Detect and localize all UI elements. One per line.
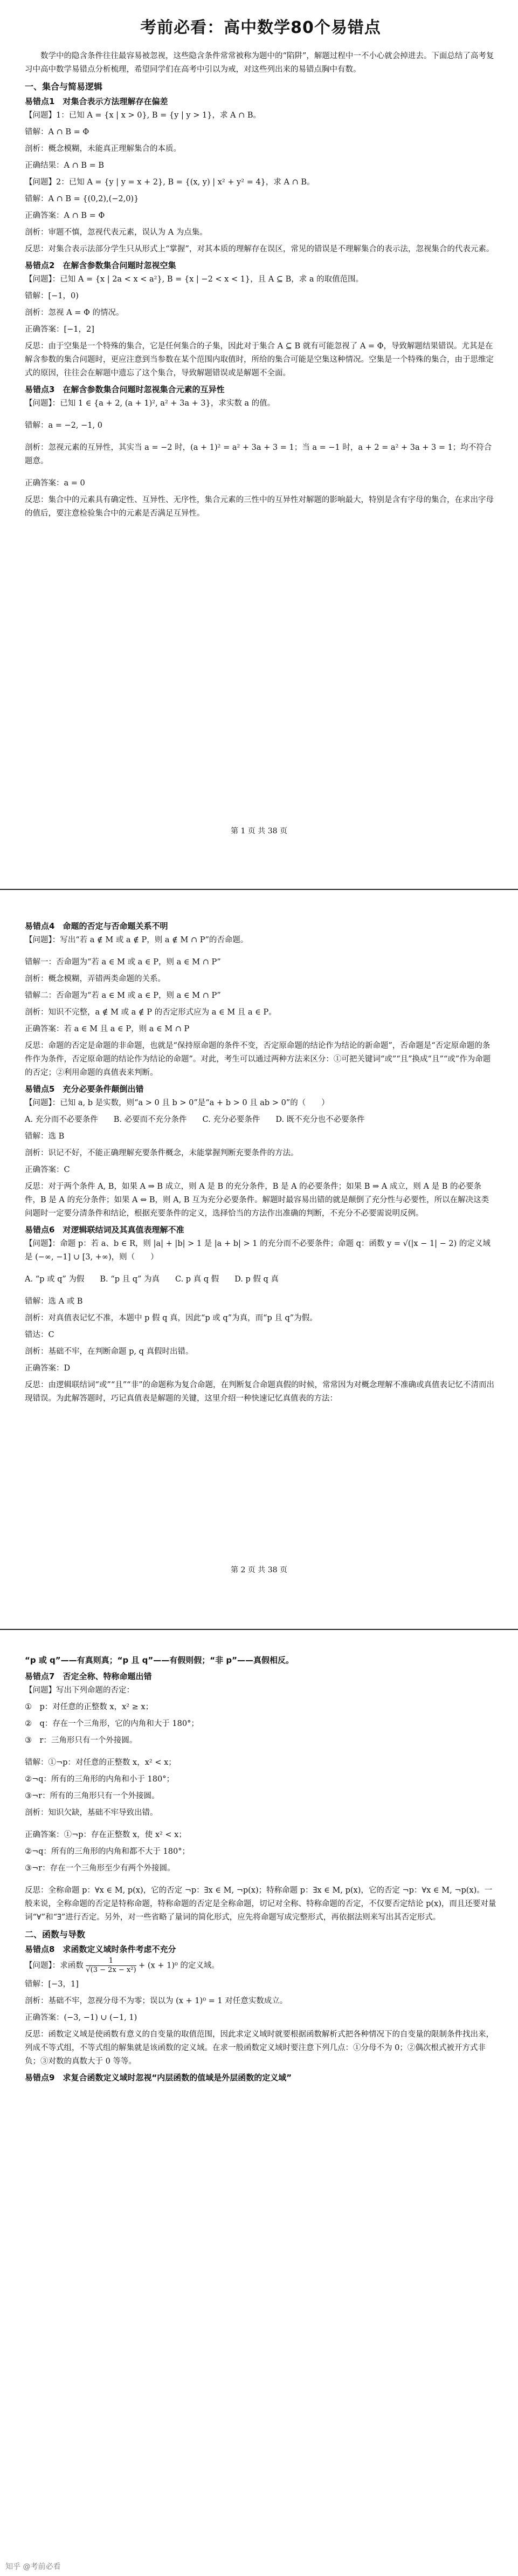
problem: 【问题】：已知 a, b 是实数，则“a > 0 且 b > 0”是“a + b > 0 且 ab > 0”的（ ） <box>25 1099 329 1107</box>
problem-item: ③ r：三角形只有一个外接圆。 <box>25 1736 137 1745</box>
analysis: 剖析：忽视元素的互异性，其实当 a = −2 时，(a + 1)² = a² + 3a + 3 = 1；当 a = −1 时，a + 2 = a² + 3a + 3 = 1；均不符合题意。 <box>25 443 492 465</box>
error-heading-5: 易错点5 充分必要条件颠倒出错 <box>25 1084 144 1094</box>
error-heading-6: 易错点6 对逻辑联结词及其真值表理解不准 <box>25 1225 184 1235</box>
page-number: 第 2 页 共 38 页 <box>231 1566 287 1574</box>
correct-answer: 正确答案：若 a ∈ M 且 a ∈ P，则 a ∈ M ∩ P <box>25 1025 190 1033</box>
error-heading-8: 易错点8 求函数定义域时条件考虑不充分 <box>25 1944 176 1954</box>
problem-prefix: 【问题】：求函数 <box>25 1961 84 1970</box>
correct-answer: 正确答案：[−1，2] <box>25 325 94 334</box>
analysis: 剖析：忽视 A = Φ 的情况。 <box>25 309 124 317</box>
wrong-answer: 错解：a = −2, −1, 0 <box>25 421 102 430</box>
wrong-answer: 错解：①¬p：对任意的正整数 x，x² < x； <box>25 1758 176 1767</box>
error-heading-4: 易错点4 命题的否定与否命题关系不明 <box>25 921 168 931</box>
problem <box>25 1957 496 1975</box>
problem: 【问题】：写出“若 a ∉ M 或 a ∉ P，则 a ∉ M ∩ P”的否命题。 <box>25 936 248 944</box>
analysis: 剖析：基础不牢，忽视分母不为零；误以为 (x + 1)⁰ = 1 对任意实数成立。 <box>25 1997 288 2005</box>
correct-answer: 正确答案：(−3, −1) ∪ (−1, 1) <box>25 2013 137 2022</box>
reflection: 反思：对于两个条件 A, B，如果 A ⇒ B 成立，则 A 是 B 的充分条件，B 是 A 的必要条件；如果 B ⇒ A 成立，则 A 是 B 的必要条件，B 是 A 的充分条件；如果 A ⇔ B，则 A, B 互为充分必要条件。解题时最容易出错的就是颠倒了充分性与必要性，所以在解决这类问题时一定要分清条件和结论，根据充要条件的定义，选择恰当的方法作出准确的判断，不充分不必要需说明反例。 <box>25 1182 489 1218</box>
correct-answer: 正确答案：D <box>25 1364 71 1373</box>
problem-2: 【问题】2：已知 A = {y | y = x + 2}, B = {(x, y) | x² + y² = 4}，求 A ∩ B。 <box>25 178 315 187</box>
analysis: 剖析：知识欠缺，基础不牢导致出错。 <box>25 1808 158 1817</box>
problem-1: 【问题】1：已知 A = {x | x > 0}, B = {y | y > 1}，求 A ∩ B。 <box>25 111 261 120</box>
fraction: $\frac{1}{\text{√(3 − 2x − x²)}}$ <box>86 1957 136 1974</box>
mnemonic: “p 或 q”——有真则真；“p 且 q”——有假则假；“非 p”——真假相反。 <box>25 1655 294 1665</box>
correct-answer: 正确答案：a = 0 <box>25 479 85 488</box>
wrong-answer: ③¬r：所有的三角形只有一个外接圆。 <box>25 1792 160 1800</box>
wrong-answer: 错解：选 B <box>25 1132 65 1141</box>
reflection: 反思：由于空集是一个特殊的集合，它是任何集合的子集，因此对于集合 A ⊆ B 就有可能忽视了 A = Φ，导致解题结果错误。尤其是在解含参数的集合问题时，更应注意到当参数在某个范围内取值时，所给的集合可能是空集这种情况。空集是一个特殊的集合，由于思维定式的原因，往往会在解题中遗忘了这个集合，导致解题错误或是解题不全面。 <box>25 342 494 378</box>
error-heading-3: 易错点3 在解含参数集合问题时忽视集合元素的互异性 <box>25 385 225 394</box>
reflection: 反思：由逻辑联结词“或”“且”“非”的命题称为复合命题，在判断复合命题真假的时候，常常因为对概念理解不准确或真值表记忆不清而出现错误。为此解答题时，巧记真值表是解题的关键，这里介绍一种快速记忆真值表的方法： <box>25 1381 494 1403</box>
reflection: 反思：命题的否定是命题的非命题，也就是“保持原命题的条件不变，否定原命题的结论作为结论的新命题”，否命题是“否定原命题的条件作为条件，否定原命题的结论作为结论的命题”。对此，考生可以通过两种方法来区分：①可把关键词“或”“且”换成“且”“或”作为命题的否定；②利用命题的真值表来判断。 <box>25 1042 491 1077</box>
error-heading-9: 易错点9 求复合函数定义域时忽视“内层函数的值域是外层函数的定义域” <box>25 2073 292 2082</box>
correct-answer: 正确答案：①¬p：存在正整数 x，使 x² < x； <box>25 1831 187 1839</box>
wrong-answer: 错解：[−1，0) <box>25 292 79 300</box>
analysis: 剖析：对真值表记忆不准，本题中 p 假 q 真，因此“p 或 q”为真，而“p 且 q”为假。 <box>25 1314 317 1323</box>
reflection: 反思：集合中的元素具有确定性、互异性、无序性，集合元素的三性中的互异性对解题的影响最大，特别是含有字母的集合，在求出字母的值后，要注意检验集合中的元素是否满足互异性。 <box>25 496 494 518</box>
watermark: 知乎 @考前必看 <box>5 2563 61 2571</box>
error-heading-1: 易错点1 对集合表示方法理解存在偏差 <box>25 97 168 106</box>
wrong-answer: 错解：选 A 或 B <box>25 1297 83 1306</box>
wrong-answer: 错达：C <box>25 1331 54 1339</box>
problem-suffix: + (x + 1)⁰ 的定义域。 <box>139 1961 219 1970</box>
correct-answer: 正确答案：A ∩ B = Φ <box>25 211 105 220</box>
error-heading-7: 易错点7 否定全称、特称命题出错 <box>25 1671 152 1681</box>
options: A. “p 或 q” 为假 B. “p 且 q” 为真 C. p 真 q 假 D. p 假 q 真 <box>25 1275 279 1284</box>
problem: 【问题】：已知 1 ∈ {a + 2, (a + 1)², a² + 3a + 3}，求实数 a 的值。 <box>25 399 275 408</box>
reflection: 反思：对集合表示法部分学生只从形式上“掌握”，对其本质的理解存在误区，常见的错误是不理解集合的表示法，忽视集合的代表元素。 <box>25 245 494 254</box>
problem: 【问题】：已知 A = {x | 2a < x < a²}, B = {x | −2 < x < 1}，且 A ⊆ B，求 a 的取值范围。 <box>25 275 364 284</box>
wrong-answer: 错解一：否命题为“若 a ∈ M 或 a ∈ P，则 a ∈ M ∩ P” <box>25 958 221 967</box>
page-number: 第 1 页 共 38 页 <box>231 827 287 835</box>
wrong-answer: 错解：A ∩ B = {(0,2),(−2,0)} <box>25 195 139 203</box>
section-heading: 一、集合与简易逻辑 <box>25 81 103 92</box>
page-1 <box>0 0 518 524</box>
page-3 <box>0 1650 518 2085</box>
problem: 【问题】：命题 p：若 a、b ∈ R，则 |a| + |b| > 1 是 |a + b| > 1 的充分而不必要条件；命题 q：函数 y = √(|x − 1| − 2) 的定义域是 (−∞, −1] ∪ [3, +∞)，则（ ） <box>25 1239 491 1262</box>
options: A. 充分而不必要条件 B. 必要而不充分条件 C. 充分必要条件 D. 既不充分也不必要条件 <box>25 1115 365 1124</box>
wrong-answer: 错解：A ∩ B = Φ <box>25 128 89 136</box>
wrong-answer: 错解：[−3，1] <box>25 1980 79 1989</box>
reflection: 反思：函数定义域是使函数有意义的自变量的取值范围，因此求定义域时就要根据函数解析式把各种情况下的自变量的限制条件找出来，列成不等式组，不等式组的解集就是该函数的定义域。在求一般函数定义域时要注意下列几点：①分母不为 0；②偶次根式被开方式非负；③对数的真数大于 0 等等。 <box>25 2030 494 2066</box>
document-title: 考前必看：高中数学80个易错点 <box>140 18 381 37</box>
problem-item: ② q：存在一个三角形，它的内角和大于 180°； <box>25 1719 199 1728</box>
analysis: 剖析：审题不慎，忽视代表元素，误认为 A 为点集。 <box>25 228 208 237</box>
intro-paragraph: 数学中的隐含条件往往最容易被忽视，这些隐含条件常常被称为题中的“陷阱”，解题过程中一不小心就会掉进去。下面总结了高考复习中高中数学易错点分析梳理，希望同学们在高考中引以为戒，对这些列出来的易错点胸中有数。 <box>25 52 494 74</box>
correct-answer: 正确结果：A ∩ B = B <box>25 161 105 170</box>
analysis: 剖析：识记不好，不能正确理解充要条件概念，未能掌握判断充要条件的方法。 <box>25 1149 299 1157</box>
problem: 【问题】写出下列命题的否定： <box>25 1686 134 1695</box>
wrong-answer: 错解二：否命题为“若 a ∈ M 或 a ∈ P，则 a ∈ M ∩ P” <box>25 991 221 1000</box>
error-heading-2: 易错点2 在解含参数集合问题时忽视空集 <box>25 261 176 270</box>
analysis: 剖析：概念模糊，弄错两类命题的关系。 <box>25 975 165 983</box>
page-2 <box>0 917 518 1409</box>
section-heading: 二、函数与导数 <box>25 1929 86 1940</box>
page-divider <box>0 1629 518 1630</box>
correct-answer: ③¬r：存在一个三角形至少有两个外接圆。 <box>25 1864 175 1873</box>
analysis: 剖析：概念模糊，未能真正理解集合的本质。 <box>25 145 181 153</box>
correct-answer: ②¬q：所有的三角形的内角和都不大于 180°； <box>25 1847 190 1856</box>
problem-item: ① p：对任意的正整数 x，x² ≥ x； <box>25 1703 154 1711</box>
reflection: 反思：全称命题 p：∀x ∈ M, p(x)，它的否定 ¬p：∃x ∈ M, ¬p(x)；特称命题 p：∃x ∈ M, p(x)，它的否定 ¬p：∀x ∈ M, ¬p(x)。一般来说，全称命题的否定是特称命题，特称命题的否定是全称命题，切记对全称、特称命题的否定，不仅要否定结论 p(x)，而且还要对量词“∀”和“∃”进行否定。另外，对一些省略了量词的简化形式，应先将命题写成完整形式，再依据法则来写出其否定形式。 <box>25 1886 496 1922</box>
page-divider <box>0 889 518 890</box>
analysis: 剖析：知识不完整，a ∉ M 或 a ∉ P 的否定形式应为 a ∈ M 且 a ∈ P。 <box>25 1008 277 1017</box>
wrong-answer: ②¬q：所有的三角形的内角和小于 180°； <box>25 1775 174 1784</box>
correct-answer: 正确答案：C <box>25 1166 70 1174</box>
analysis: 剖析：基础不牢，在判断命题 p, q 真假时出错。 <box>25 1347 194 1356</box>
